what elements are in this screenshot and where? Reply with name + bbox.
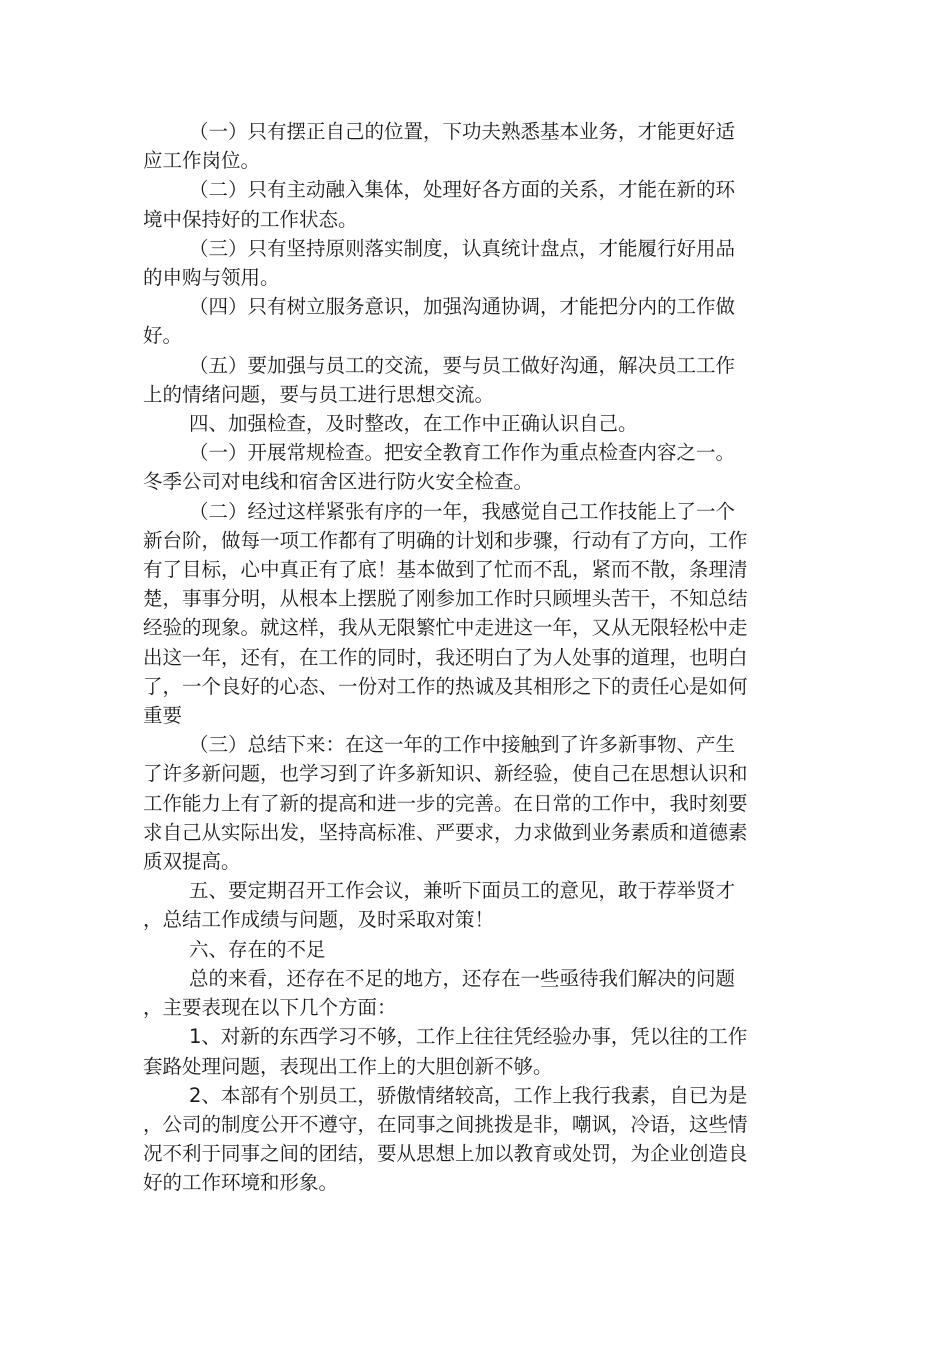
section-heading-4: 四、加强检查，及时整改，在工作中正确认识自己。	[189, 412, 638, 436]
paragraph-5: （五）要加强与员工的交流，要与员工做好沟通，解决员工工作上的情绪问题，要与员工进行思想交流。	[143, 353, 736, 406]
paragraph-8: （二）经过这样紧张有序的一年，我感觉自己工作技能上了一个新台阶，做每一项工作都有了明确的计划和步骤，行动有了方向，工作有了目标，心中真正有了底！基本做到了忙而不乱，紧而不散，条理清楚，事事分明，从根本上摆脱了刚参加工作时只顾埋头苦干，不知总结经验的现象。就这样，我从无限繁忙中走进这一年，又从无限轻松中走出这一年，还有，在工作的同时，我还明白了为人处事的道理，也明白了，一个良好的心态、一份对工作的热诚及其相形之下的责任心是如何重要	[143, 499, 748, 728]
list-item-2: 2、本部有个别员工，骄傲情绪较高，工作上我行我素，自已为是，公司的制度公开不遵守，在同事之间挑拨是非，嘲讽，冷语，这些情况不利于同事之间的团结，要从思想上加以教育或处罚，为企业创造良好的工作环境和形象。	[143, 1083, 748, 1195]
paragraph-7: （一）开展常规检查。把安全教育工作作为重点检查内容之一。冬季公司对电线和宿舍区进行防火安全检查。	[143, 441, 736, 494]
paragraph-9: （三）总结下来：在这一年的工作中接触到了许多新事物、产生了许多新问题，也学习到了许多新知识、新经验，使自己在思想认识和工作能力上有了新的提高和进一步的完善。在日常的工作中，我时刻要求自己从实际出发，坚持高标准、严要求，力求做到业务素质和道德素质双提高。	[143, 733, 748, 874]
section-heading-6: 六、存在的不足	[189, 937, 326, 961]
document-body	[143, 117, 753, 1198]
paragraph-2: （二）只有主动融入集体，处理好各方面的关系，才能在新的环境中保持好的工作状态。	[143, 178, 736, 231]
list-item-1: 1、对新的东西学习不够，工作上往往凭经验办事，凭以往的工作套路处理问题，表现出工作上的大胆创新不够。	[143, 1025, 748, 1078]
paragraph-4: （四）只有树立服务意识，加强沟通协调，才能把分内的工作做好。	[143, 295, 736, 348]
paragraph-12: 总的来看，还存在不足的地方，还存在一些亟待我们解决的问题，主要表现在以下几个方面：	[143, 966, 736, 1020]
section-heading-5: 五、要定期召开工作会议，兼听下面员工的意见，敢于荐举贤才，总结工作成绩与问题，及时采取对策！	[143, 879, 736, 932]
paragraph-3: （三）只有坚持原则落实制度，认真统计盘点，才能履行好用品的申购与领用。	[143, 236, 736, 290]
paragraph-1: （一）只有摆正自己的位置，下功夫熟悉基本业务，才能更好适应工作岗位。	[143, 120, 736, 173]
